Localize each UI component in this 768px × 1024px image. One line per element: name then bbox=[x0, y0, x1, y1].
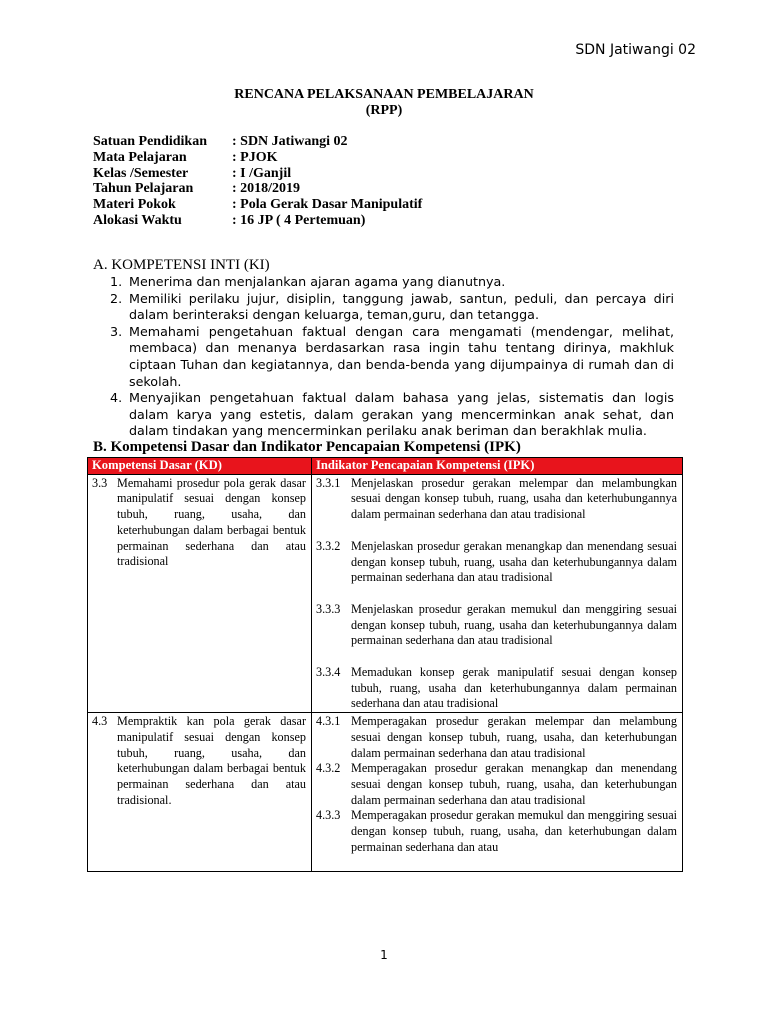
table-row bbox=[88, 713, 683, 872]
document-title bbox=[0, 87, 768, 119]
ipk-item bbox=[316, 761, 677, 808]
ipk-text: Memperagakan prosedur gerakan menangkap dan menendang sesuai dengan konsep tubuh, ruang, usaha, dan keterhubungan dalam permainan sederhana dan atau tradisional bbox=[351, 761, 677, 807]
title-line-1: RENCANA PELAKSANAAN PEMBELAJARAN bbox=[234, 87, 534, 102]
identity-value: : I /Ganjil bbox=[232, 165, 292, 181]
title-line-2: (RPP) bbox=[365, 103, 403, 118]
kd-text: Mempraktik kan pola gerak dasar manipulatif sesuai dengan konsep tubuh, ruang, usaha, dan keterhubungan dalam berbagai bentuk permainan sederhana dan atau tradisional. bbox=[117, 714, 306, 807]
identity-row bbox=[93, 197, 422, 213]
ipk-number: 3.3.4 bbox=[316, 665, 341, 680]
list-item bbox=[110, 274, 674, 291]
column-header-ipk: Indikator Pencapaian Kompetensi (IPK) bbox=[312, 458, 683, 475]
identity-row bbox=[93, 166, 422, 182]
kd-item bbox=[92, 476, 306, 570]
identity-value: : 2018/2019 bbox=[232, 181, 301, 197]
identity-value: : Pola Gerak Dasar Manipulatif bbox=[232, 197, 423, 213]
kd-ipk-table bbox=[87, 457, 683, 872]
page-number: 1 bbox=[380, 948, 388, 962]
identity-value: : 16 JP ( 4 Pertemuan) bbox=[232, 212, 366, 228]
header-school-name: SDN Jatiwangi 02 bbox=[575, 42, 696, 58]
ipk-number: 4.3.3 bbox=[316, 808, 341, 823]
ipk-text: Memadukan konsep gerak manipulatif sesuai dengan konsep tubuh, ruang, usaha dan keterhubungannya dalam permainan sederhana dan atau tradisional bbox=[351, 665, 677, 711]
section-a-heading: A. KOMPETENSI INTI (KI) bbox=[93, 257, 270, 273]
ipk-cell-content bbox=[316, 714, 677, 871]
identity-row bbox=[93, 134, 422, 150]
ipk-item bbox=[316, 539, 677, 586]
list-item bbox=[110, 291, 674, 324]
ipk-item bbox=[316, 665, 677, 712]
list-item-number: 4. bbox=[110, 390, 123, 406]
list-item-number: 3. bbox=[110, 323, 123, 339]
ipk-item bbox=[316, 476, 677, 523]
list-item bbox=[110, 324, 674, 390]
list-item-text: Menyajikan pengetahuan faktual dalam bahasa yang jelas, sistematis dan logis dalam karya yang estetis, dalam gerakan yang mencerminkan anak sehat, dan dalam tindakan yang mencerminkan perilaku anak beriman dan berakhlak mulia. bbox=[129, 390, 674, 439]
ipk-text: Menjelaskan prosedur gerakan melempar dan melambungkan sesuai dengan konsep tubuh, ruang, usaha dan keterhubungannya dalam permainan sederhana dan atau tradisional bbox=[351, 475, 677, 522]
ipk-item bbox=[316, 808, 677, 855]
column-header-kd: Kompetensi Dasar (KD) bbox=[88, 458, 312, 475]
section-b-heading: B. Kompetensi Dasar dan Indikator Pencapaian Kompetensi (IPK) bbox=[93, 439, 521, 455]
table-header-row bbox=[88, 458, 683, 475]
ipk-item bbox=[316, 602, 677, 649]
list-item-text: Memiliki perilaku jujur, disiplin, tanggung jawab, santun, peduli, dan percaya diri dalam berinteraksi dengan keluarga, teman,guru, dan tetangga. bbox=[129, 290, 674, 323]
kd-item bbox=[92, 714, 306, 808]
kd-cell bbox=[88, 713, 312, 872]
ipk-number: 3.3.1 bbox=[316, 475, 341, 490]
list-item-text: Memahami pengetahuan faktual dengan cara mengamati (mendengar, melihat, membaca) dan menanya berdasarkan rasa ingin tahu tentang dirinya, makhluk ciptaan Tuhan dan kegiatannya, dan benda-benda yang dijumpainya di rumah dan di sekolah. bbox=[129, 323, 674, 389]
list-item-text: Menerima dan menjalankan ajaran agama yang dianutnya. bbox=[129, 274, 506, 289]
identity-label: Satuan Pendidikan bbox=[93, 134, 207, 149]
ipk-number: 3.3.2 bbox=[316, 538, 341, 553]
identity-label: Alokasi Waktu bbox=[93, 212, 182, 228]
ipk-text: Memperagakan prosedur gerakan melempar dan melambung sesuai dengan konsep tubuh, ruang, usaha, dan keterhubungan dalam permainan sederhana dan atau tradisional bbox=[351, 714, 677, 760]
identity-row bbox=[93, 181, 422, 197]
identity-row bbox=[93, 213, 422, 229]
list-item bbox=[110, 390, 674, 440]
identity-value: : SDN Jatiwangi 02 bbox=[232, 134, 348, 149]
identity-label: Kelas /Semester bbox=[93, 165, 189, 181]
ipk-text: Memperagakan prosedur gerakan memukul dan menggiring sesuai dengan konsep tubuh, ruang, usaha, dan keterhubungan dalam permainan sederhana dan atau bbox=[351, 808, 677, 854]
ipk-cell bbox=[312, 474, 683, 712]
identity-label: Tahun Pelajaran bbox=[93, 181, 194, 197]
ipk-text: Menjelaskan prosedur gerakan menangkap dan menendang sesuai dengan konsep tubuh, ruang, usaha dan keterhubungannya dalam permainan sederhana dan atau tradisional bbox=[351, 538, 677, 585]
ipk-number: 4.3.1 bbox=[316, 714, 341, 729]
kd-number: 4.3 bbox=[92, 714, 108, 729]
ipk-number: 4.3.2 bbox=[316, 761, 341, 776]
ki-list bbox=[110, 274, 674, 440]
ipk-item bbox=[316, 714, 677, 761]
list-item-number: 1. bbox=[110, 274, 123, 289]
ipk-number: 3.3.3 bbox=[316, 601, 341, 616]
kd-text: Memahami prosedur pola gerak dasar manipulatif sesuai dengan konsep tubuh, ruang, usaha, dan keterhubungan dalam berbagai bentuk permainan sederhana dan atau tradisional bbox=[117, 475, 306, 569]
identity-label: Materi Pokok bbox=[93, 197, 176, 213]
kd-cell bbox=[88, 474, 312, 712]
ipk-cell bbox=[312, 713, 683, 872]
kd-number: 3.3 bbox=[92, 475, 108, 490]
identity-row bbox=[93, 150, 422, 166]
list-item-number: 2. bbox=[110, 290, 123, 306]
ipk-text: Menjelaskan prosedur gerakan memukul dan menggiring sesuai dengan konsep tubuh, ruang, usaha dan keterhubungannya dalam permainan sederhana dan atau tradisional bbox=[351, 601, 677, 648]
identity-value: : PJOK bbox=[232, 149, 278, 165]
identity-block bbox=[93, 134, 422, 229]
identity-label: Mata Pelajaran bbox=[93, 149, 187, 165]
table-row bbox=[88, 474, 683, 712]
